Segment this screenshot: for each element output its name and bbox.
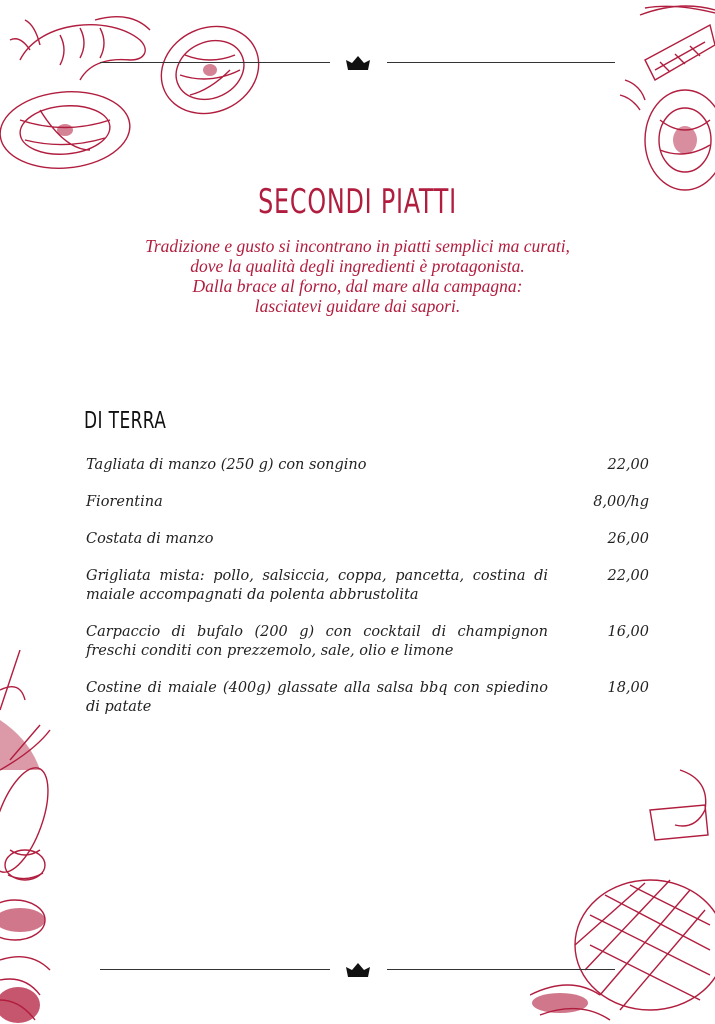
dish-name: Costine di maiale (400g) glassate alla salsa bbq con spiedino di patate (86, 680, 548, 715)
intro-text (0, 236, 715, 316)
menu-item (86, 679, 649, 717)
divider-line-left (100, 62, 330, 63)
menu-item (86, 493, 649, 512)
intro-line: lasciatevi guidare dai sapori. (254, 296, 461, 316)
dish-price: 22,00 (607, 568, 649, 584)
dish-price: 18,00 (607, 680, 649, 696)
dish-name: Grigliata mista: pollo, salsiccia, coppa, pancetta, costina di maiale accompagnati da polenta abbrustolita (86, 568, 548, 603)
dish-name: Fiorentina (86, 494, 163, 510)
intro-line: dove la qualità degli ingredienti è protagonista. (190, 256, 525, 276)
menu-item (86, 623, 649, 661)
menu-item (86, 567, 649, 605)
crown-icon (346, 962, 370, 981)
dish-price: 22,00 (607, 457, 649, 473)
meats-illustration (615, 0, 715, 200)
crown-icon (346, 55, 370, 74)
seafood-illustration (0, 0, 270, 200)
dish-price: 26,00 (607, 531, 649, 547)
dish-name: Carpaccio di bufalo (200 g) con cocktail di champignon freschi conditi con prezzemolo, sale, olio e limone (86, 624, 548, 659)
menu-list (86, 456, 649, 717)
menu-item (86, 456, 649, 475)
dish-name: Costata di manzo (86, 531, 214, 547)
menu-item (86, 530, 649, 549)
page-title: SECONDI PIATTI (258, 182, 457, 222)
divider-line-left (100, 969, 330, 970)
ham-leg-illustration (530, 765, 715, 1024)
dish-name: Tagliata di manzo (250 g) con songino (86, 457, 367, 473)
divider-line-right (387, 62, 615, 63)
top-divider (100, 53, 615, 73)
divider-line-right (387, 969, 615, 970)
section-title: DI TERRA (84, 408, 167, 434)
dish-price: 16,00 (607, 624, 649, 640)
intro-line: Tradizione e gusto si incontrano in piatti semplici ma curati, (145, 236, 570, 256)
dish-price: 8,00/hg (593, 494, 649, 510)
intro-line: Dalla brace al forno, dal mare alla campagna: (192, 276, 523, 296)
bottom-divider (100, 960, 615, 980)
sausage-icon (645, 25, 715, 80)
cold-cuts-illustration (0, 650, 70, 1024)
